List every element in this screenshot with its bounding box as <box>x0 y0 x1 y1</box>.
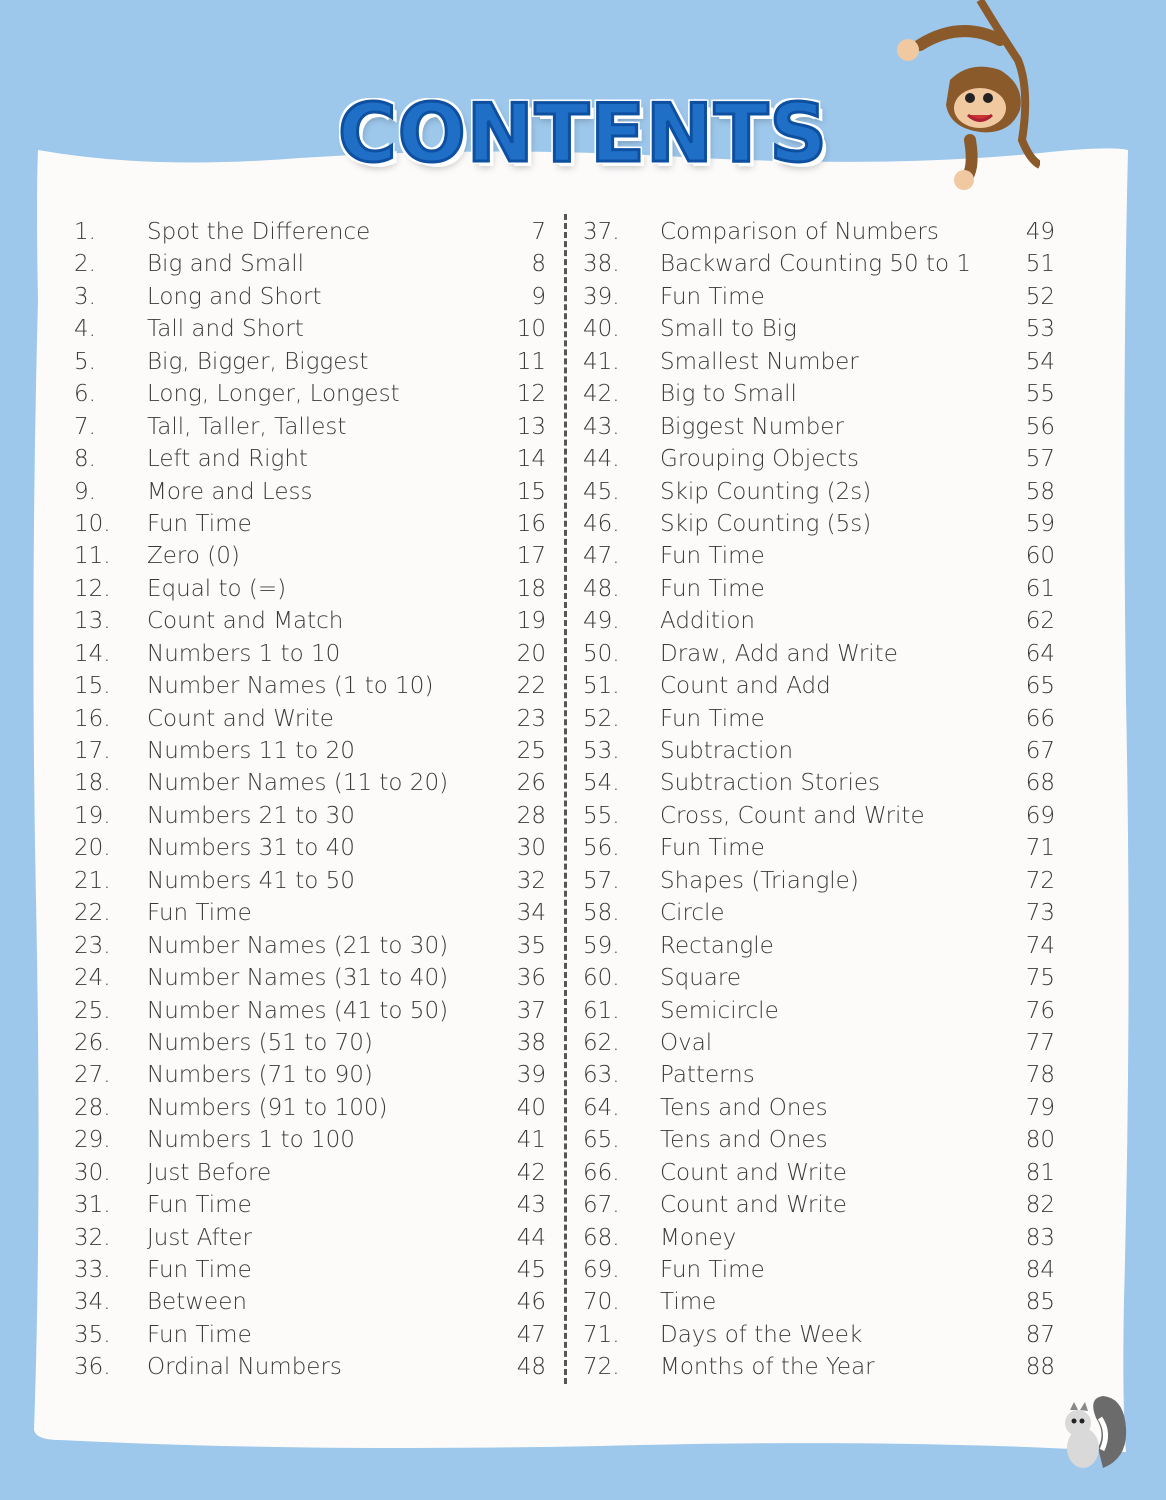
toc-entry <box>583 476 1055 508</box>
entry-page-number: 56 <box>1025 413 1055 440</box>
entry-number: 43. <box>583 413 620 440</box>
toc-entry <box>70 1092 546 1124</box>
entry-page-number: 60 <box>1025 543 1055 570</box>
entry-page-number: 59 <box>1025 510 1055 537</box>
entry-number: 54. <box>583 770 620 797</box>
entry-title: Fun Time <box>147 900 252 927</box>
entry-number: 10. <box>74 510 111 537</box>
entry-number: 21. <box>74 867 111 894</box>
entry-number: 13. <box>74 608 111 635</box>
entry-title: Count and Add <box>660 673 831 700</box>
entry-page-number: 54 <box>1025 348 1055 375</box>
entry-title: Patterns <box>660 1062 755 1089</box>
entry-title: Big and Small <box>147 251 305 278</box>
toc-entry <box>583 735 1055 767</box>
entry-page-number: 9 <box>531 283 546 310</box>
toc-entry <box>583 605 1055 637</box>
entry-number: 66. <box>583 1159 620 1186</box>
entry-number: 20. <box>74 835 111 862</box>
entry-number: 12. <box>74 575 111 602</box>
entry-page-number: 7 <box>531 219 546 245</box>
entry-title: Count and Write <box>660 1192 847 1219</box>
toc-entry <box>70 281 546 313</box>
entry-page-number: 42 <box>516 1159 546 1186</box>
entry-page-number: 28 <box>516 802 546 829</box>
entry-page-number: 77 <box>1025 1029 1055 1056</box>
entry-page-number: 72 <box>1025 867 1055 894</box>
toc-entry <box>70 378 546 410</box>
entry-number: 9. <box>74 478 96 505</box>
entry-title: Tall and Short <box>147 316 304 343</box>
entry-number: 30. <box>74 1159 111 1186</box>
entry-page-number: 8 <box>531 251 546 278</box>
toc-entry <box>583 865 1055 897</box>
entry-number: 24. <box>74 965 111 992</box>
entry-page-number: 84 <box>1025 1257 1055 1283</box>
toc-entry <box>583 1351 1055 1383</box>
entry-page-number: 15 <box>516 478 546 505</box>
entry-page-number: 37 <box>516 997 546 1024</box>
toc-entry <box>583 573 1055 605</box>
entry-page-number: 67 <box>1025 738 1055 764</box>
entry-page-number: 73 <box>1025 900 1055 927</box>
entry-number: 68. <box>583 1224 620 1251</box>
entry-page-number: 65 <box>1025 673 1055 700</box>
entry-page-number: 17 <box>516 543 546 570</box>
entry-page-number: 44 <box>516 1224 546 1251</box>
entry-title: Skip Counting (5s) <box>660 510 872 537</box>
toc-entry <box>583 767 1055 799</box>
entry-page-number: 49 <box>1025 219 1055 245</box>
toc-entry <box>70 865 546 897</box>
toc-entry <box>70 1222 546 1254</box>
entry-page-number: 45 <box>516 1257 546 1283</box>
contents-right-column <box>583 216 1055 1384</box>
entry-title: Backward Counting 50 to 1 <box>660 251 971 278</box>
toc-entry <box>583 995 1055 1027</box>
entry-number: 60. <box>583 965 620 992</box>
entry-page-number: 88 <box>1025 1354 1055 1381</box>
toc-entry <box>583 346 1055 378</box>
entry-number: 5. <box>74 348 96 375</box>
entry-title: Square <box>660 965 741 992</box>
entry-number: 38. <box>583 251 620 278</box>
entry-title: Small to Big <box>660 316 797 343</box>
entry-title: Numbers (71 to 90) <box>147 1062 373 1089</box>
toc-entry <box>70 605 546 637</box>
entry-page-number: 20 <box>516 640 546 667</box>
entry-number: 63. <box>583 1062 620 1089</box>
entry-page-number: 81 <box>1025 1159 1055 1186</box>
entry-number: 7. <box>74 413 96 440</box>
toc-entry <box>583 1092 1055 1124</box>
entry-number: 32. <box>74 1224 111 1251</box>
entry-title: Tens and Ones <box>660 1127 828 1154</box>
toc-entry <box>583 832 1055 864</box>
entry-page-number: 48 <box>516 1354 546 1381</box>
entry-title: Fun Time <box>660 835 765 862</box>
entry-number: 52. <box>583 705 620 732</box>
entry-title: Number Names (41 to 50) <box>147 997 449 1024</box>
entry-page-number: 68 <box>1025 770 1055 797</box>
toc-entry <box>70 995 546 1027</box>
toc-entry <box>583 216 1055 248</box>
toc-entry <box>70 1124 546 1156</box>
entry-page-number: 78 <box>1025 1062 1055 1089</box>
entry-page-number: 75 <box>1025 965 1055 992</box>
entry-page-number: 53 <box>1025 316 1055 343</box>
entry-number: 37. <box>583 219 620 245</box>
toc-entry <box>70 703 546 735</box>
toc-entry <box>70 832 546 864</box>
entry-page-number: 18 <box>516 575 546 602</box>
entry-page-number: 61 <box>1025 575 1055 602</box>
entry-number: 57. <box>583 867 620 894</box>
entry-number: 3. <box>74 283 96 310</box>
entry-number: 39. <box>583 283 620 310</box>
entry-title: Just Before <box>147 1159 272 1186</box>
entry-title: Number Names (1 to 10) <box>147 673 434 700</box>
entry-page-number: 69 <box>1025 802 1055 829</box>
entry-title: Fun Time <box>147 1321 252 1348</box>
entry-title: Days of the Week <box>660 1321 863 1348</box>
toc-entry <box>583 313 1055 345</box>
entry-title: Fun Time <box>147 1192 252 1219</box>
entry-title: Between <box>147 1289 247 1316</box>
entry-title: Number Names (31 to 40) <box>147 965 449 992</box>
entry-title: Ordinal Numbers <box>147 1354 342 1381</box>
entry-title: Fun Time <box>147 1257 252 1283</box>
entry-number: 53. <box>583 738 620 764</box>
entry-number: 6. <box>74 381 96 408</box>
toc-entry <box>583 1254 1055 1286</box>
toc-entry <box>583 1222 1055 1254</box>
entry-page-number: 83 <box>1025 1224 1055 1251</box>
entry-page-number: 58 <box>1025 478 1055 505</box>
entry-number: 64. <box>583 1094 620 1121</box>
entry-title: Money <box>660 1224 737 1251</box>
toc-entry <box>70 540 546 572</box>
entry-title: Numbers 31 to 40 <box>147 835 355 862</box>
entry-number: 65. <box>583 1127 620 1154</box>
entry-number: 50. <box>583 640 620 667</box>
toc-entry <box>583 1059 1055 1091</box>
entry-title: Count and Match <box>147 608 344 635</box>
entry-page-number: 26 <box>516 770 546 797</box>
entry-number: 36. <box>74 1354 111 1381</box>
entry-number: 35. <box>74 1321 111 1348</box>
entry-title: Fun Time <box>660 575 765 602</box>
toc-entry <box>583 1124 1055 1156</box>
entry-title: Numbers 11 to 20 <box>147 738 355 764</box>
toc-entry <box>70 1189 546 1221</box>
entry-number: 42. <box>583 381 620 408</box>
toc-entry <box>583 540 1055 572</box>
entry-page-number: 16 <box>516 510 546 537</box>
entry-number: 62. <box>583 1029 620 1056</box>
entry-title: Fun Time <box>660 1257 765 1283</box>
entry-number: 44. <box>583 446 620 473</box>
toc-entry <box>70 930 546 962</box>
entry-title: Biggest Number <box>660 413 844 440</box>
entry-number: 69. <box>583 1257 620 1283</box>
toc-entry <box>583 248 1055 280</box>
entry-number: 25. <box>74 997 111 1024</box>
entry-number: 51. <box>583 673 620 700</box>
entry-title: Shapes (Triangle) <box>660 867 859 894</box>
column-divider <box>564 214 567 1384</box>
entry-title: Number Names (21 to 30) <box>147 932 449 959</box>
toc-entry <box>70 638 546 670</box>
entry-number: 46. <box>583 510 620 537</box>
entry-number: 16. <box>74 705 111 732</box>
toc-entry <box>583 703 1055 735</box>
entry-page-number: 34 <box>516 900 546 927</box>
toc-entry <box>583 1189 1055 1221</box>
entry-title: Fun Time <box>660 705 765 732</box>
entry-page-number: 38 <box>516 1029 546 1056</box>
entry-number: 41. <box>583 348 620 375</box>
entry-page-number: 22 <box>516 673 546 700</box>
toc-entry <box>70 1027 546 1059</box>
toc-entry <box>70 476 546 508</box>
toc-entry <box>70 1351 546 1383</box>
entry-page-number: 41 <box>516 1127 546 1154</box>
entry-number: 61. <box>583 997 620 1024</box>
entry-page-number: 23 <box>516 705 546 732</box>
entry-page-number: 66 <box>1025 705 1055 732</box>
entry-page-number: 35 <box>516 932 546 959</box>
entry-title: Comparison of Numbers <box>660 219 939 245</box>
toc-entry <box>583 930 1055 962</box>
entry-title: Numbers 21 to 30 <box>147 802 355 829</box>
toc-entry <box>583 962 1055 994</box>
toc-entry <box>583 281 1055 313</box>
entry-title: Long, Longer, Longest <box>147 381 400 408</box>
entry-page-number: 10 <box>516 316 546 343</box>
entry-number: 29. <box>74 1127 111 1154</box>
entry-title: Numbers (51 to 70) <box>147 1029 373 1056</box>
toc-entry <box>70 800 546 832</box>
toc-entry <box>70 1319 546 1351</box>
toc-entry <box>70 1157 546 1189</box>
toc-entry <box>583 897 1055 929</box>
entry-title: Numbers (91 to 100) <box>147 1094 388 1121</box>
toc-entry <box>70 670 546 702</box>
toc-entry <box>70 248 546 280</box>
entry-title: Tall, Taller, Tallest <box>147 413 347 440</box>
entry-number: 1. <box>74 219 96 245</box>
entry-page-number: 85 <box>1025 1289 1055 1316</box>
entry-number: 70. <box>583 1289 620 1316</box>
entry-number: 55. <box>583 802 620 829</box>
entry-title: Oval <box>660 1029 713 1056</box>
entry-page-number: 82 <box>1025 1192 1055 1219</box>
entry-title: Numbers 41 to 50 <box>147 867 355 894</box>
entry-title: More and Less <box>147 478 313 505</box>
toc-entry <box>70 1059 546 1091</box>
entry-number: 71. <box>583 1321 620 1348</box>
entry-title: Zero (0) <box>147 543 240 570</box>
entry-title: Skip Counting (2s) <box>660 478 872 505</box>
entry-title: Addition <box>660 608 755 635</box>
toc-entry <box>70 346 546 378</box>
entry-number: 49. <box>583 608 620 635</box>
entry-page-number: 47 <box>516 1321 546 1348</box>
entry-number: 2. <box>74 251 96 278</box>
entry-title: Grouping Objects <box>660 446 859 473</box>
entry-title: Time <box>660 1289 717 1316</box>
entry-title: Left and Right <box>147 446 308 473</box>
entry-title: Cross, Count and Write <box>660 802 925 829</box>
entry-page-number: 36 <box>516 965 546 992</box>
entry-number: 27. <box>74 1062 111 1089</box>
entry-number: 48. <box>583 575 620 602</box>
entry-number: 33. <box>74 1257 111 1283</box>
entry-page-number: 46 <box>516 1289 546 1316</box>
entry-page-number: 80 <box>1025 1127 1055 1154</box>
entry-page-number: 25 <box>516 738 546 764</box>
toc-entry <box>70 1286 546 1318</box>
entry-page-number: 14 <box>516 446 546 473</box>
toc-entry <box>70 1254 546 1286</box>
entry-page-number: 74 <box>1025 932 1055 959</box>
toc-entry <box>583 1319 1055 1351</box>
entry-page-number: 51 <box>1025 251 1055 278</box>
entry-title: Subtraction <box>660 738 794 764</box>
entry-number: 58. <box>583 900 620 927</box>
toc-entry <box>70 573 546 605</box>
toc-entry <box>583 638 1055 670</box>
entry-number: 26. <box>74 1029 111 1056</box>
toc-entry <box>70 443 546 475</box>
entry-number: 72. <box>583 1354 620 1381</box>
entry-number: 47. <box>583 543 620 570</box>
entry-number: 17. <box>74 738 111 764</box>
toc-entry <box>70 216 546 248</box>
entry-title: Big to Small <box>660 381 797 408</box>
entry-number: 23. <box>74 932 111 959</box>
entry-number: 28. <box>74 1094 111 1121</box>
entry-number: 34. <box>74 1289 111 1316</box>
entry-title: Just After <box>147 1224 252 1251</box>
toc-entry <box>583 378 1055 410</box>
toc-entry <box>583 411 1055 443</box>
entry-page-number: 30 <box>516 835 546 862</box>
entry-title: Circle <box>660 900 725 927</box>
entry-page-number: 79 <box>1025 1094 1055 1121</box>
entry-number: 18. <box>74 770 111 797</box>
entry-page-number: 32 <box>516 867 546 894</box>
entry-number: 4. <box>74 316 96 343</box>
entry-page-number: 52 <box>1025 283 1055 310</box>
toc-entry <box>583 508 1055 540</box>
entry-title: Numbers 1 to 100 <box>147 1127 355 1154</box>
entry-title: Count and Write <box>660 1159 847 1186</box>
entry-page-number: 55 <box>1025 381 1055 408</box>
entry-number: 67. <box>583 1192 620 1219</box>
entry-page-number: 19 <box>516 608 546 635</box>
entry-page-number: 76 <box>1025 997 1055 1024</box>
page-title: CONTENTS <box>337 87 829 180</box>
entry-number: 22. <box>74 900 111 927</box>
entry-title: Count and Write <box>147 705 334 732</box>
entry-page-number: 57 <box>1025 446 1055 473</box>
entry-page-number: 62 <box>1025 608 1055 635</box>
entry-title: Tens and Ones <box>660 1094 828 1121</box>
entry-page-number: 87 <box>1025 1321 1055 1348</box>
toc-entry <box>583 1027 1055 1059</box>
entry-title: Semicircle <box>660 997 779 1024</box>
entry-page-number: 11 <box>516 348 546 375</box>
entry-title: Months of the Year <box>660 1354 875 1381</box>
entry-title: Equal to (=) <box>147 575 287 602</box>
entry-page-number: 12 <box>516 381 546 408</box>
entry-number: 15. <box>74 673 111 700</box>
entry-number: 14. <box>74 640 111 667</box>
entry-title: Big, Bigger, Biggest <box>147 348 369 375</box>
entry-page-number: 64 <box>1025 640 1055 667</box>
toc-entry <box>70 767 546 799</box>
entry-number: 56. <box>583 835 620 862</box>
entry-title: Fun Time <box>660 543 765 570</box>
entry-title: Numbers 1 to 10 <box>147 640 341 667</box>
entry-number: 59. <box>583 932 620 959</box>
entry-title: Smallest Number <box>660 348 859 375</box>
entry-page-number: 39 <box>516 1062 546 1089</box>
entry-page-number: 43 <box>516 1192 546 1219</box>
contents-left-column <box>70 216 546 1384</box>
entry-number: 19. <box>74 802 111 829</box>
entry-page-number: 13 <box>516 413 546 440</box>
monkey-illustration <box>880 0 1040 190</box>
entry-title: Rectangle <box>660 932 774 959</box>
toc-entry <box>70 411 546 443</box>
entry-title: Draw, Add and Write <box>660 640 898 667</box>
toc-entry <box>583 670 1055 702</box>
toc-entry <box>583 800 1055 832</box>
toc-entry <box>70 735 546 767</box>
entry-title: Fun Time <box>660 283 765 310</box>
entry-number: 45. <box>583 478 620 505</box>
entry-title: Spot the Difference <box>147 219 371 245</box>
entry-title: Fun Time <box>147 510 252 537</box>
toc-entry <box>583 1286 1055 1318</box>
toc-entry <box>583 1157 1055 1189</box>
entry-title: Long and Short <box>147 283 322 310</box>
entry-number: 40. <box>583 316 620 343</box>
entry-number: 31. <box>74 1192 111 1219</box>
entry-title: Number Names (11 to 20) <box>147 770 449 797</box>
entry-number: 8. <box>74 446 96 473</box>
entry-title: Subtraction Stories <box>660 770 881 797</box>
entry-page-number: 40 <box>516 1094 546 1121</box>
toc-entry <box>583 443 1055 475</box>
toc-entry <box>70 508 546 540</box>
toc-entry <box>70 313 546 345</box>
entry-page-number: 71 <box>1025 835 1055 862</box>
toc-entry <box>70 897 546 929</box>
toc-entry <box>70 962 546 994</box>
entry-number: 11. <box>74 543 111 570</box>
squirrel-illustration <box>1048 1388 1138 1478</box>
